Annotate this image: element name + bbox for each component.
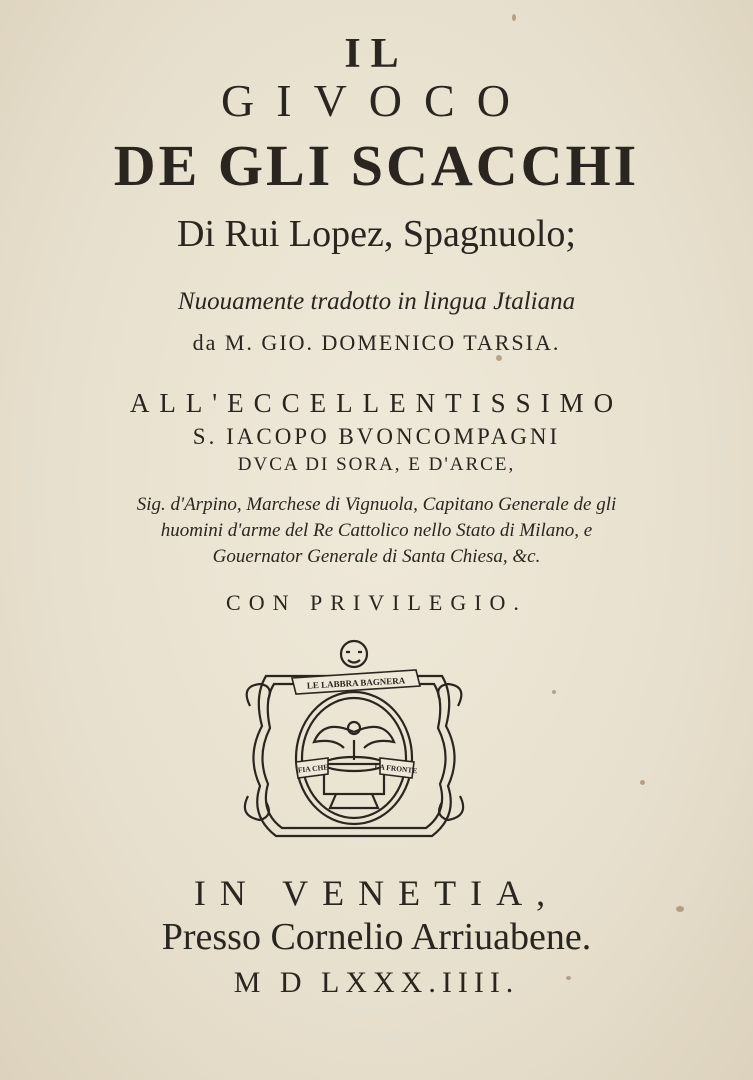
title-de-gli-scacchi: DE GLI SCACCHI	[113, 133, 640, 198]
dedication-line: ALL'ECCELLENTISSIMO	[129, 388, 624, 418]
translation-note: Nuouamente tradotto in lingua Jtaliana	[177, 288, 576, 315]
titles-line-1: Sig. d'Arpino, Marchese di Vignuola, Capitano Generale de gli	[136, 494, 617, 515]
foxing-spot	[566, 976, 571, 980]
device-banner-top: LE LABBRA BAGNERA	[306, 675, 406, 691]
dedicatee-line: S. IACOPO BVONCOMPAGNI	[192, 424, 561, 449]
privilege-line: CON PRIVILEGIO.	[226, 590, 527, 615]
imprint-year: M D LXXX.IIII.	[233, 966, 520, 999]
foxing-spot	[552, 690, 556, 694]
title-giuoco: GIVOCO	[221, 75, 532, 126]
author-line: Di Rui Lopez, Spagnuolo;	[177, 213, 576, 255]
device-banner-left: FIA CHE	[297, 762, 329, 775]
translator-line: da M. GIO. DOMENICO TARSIA.	[192, 330, 561, 355]
printer-device-emblem	[236, 636, 472, 860]
foxing-spot	[676, 906, 684, 912]
imprint-place: IN VENETIA,	[193, 873, 560, 913]
title-il: IL	[344, 31, 409, 77]
foxing-spot	[496, 355, 502, 361]
foxing-spot	[512, 14, 516, 21]
device-banner-right: LA FRONTE	[374, 761, 418, 776]
titles-line-3: Gouernator Generale di Santa Chiesa, &c.	[212, 546, 541, 567]
imprint-printer: Presso Cornelio Arriuabene.	[161, 916, 592, 958]
duke-line: DVCA DI SORA, E D'ARCE,	[237, 454, 516, 475]
foxing-spot	[640, 780, 645, 785]
titles-line-2: huomini d'arme del Re Cattolico nello Stato di Milano, e	[160, 520, 593, 541]
